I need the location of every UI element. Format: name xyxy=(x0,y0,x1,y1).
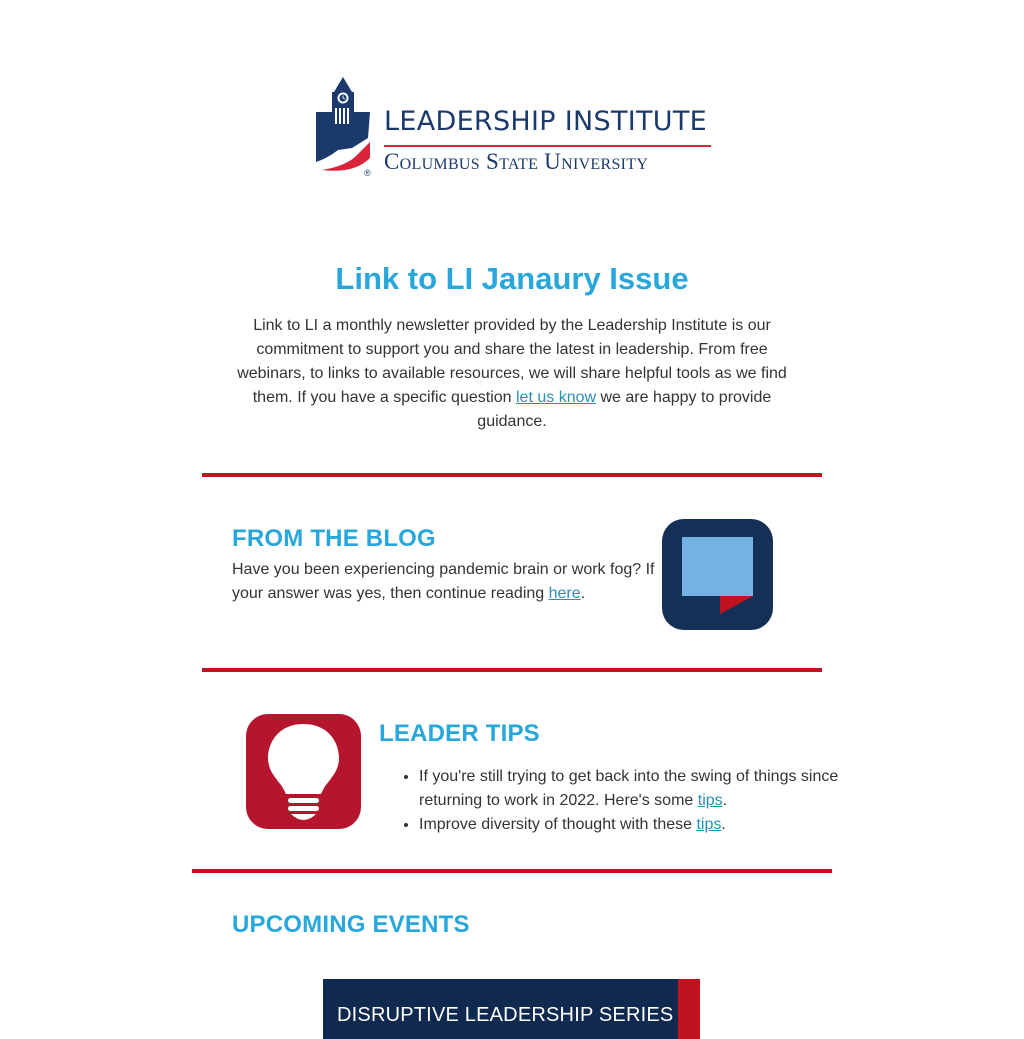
lightbulb-icon xyxy=(246,714,361,829)
logo-line-2: Columbus State University xyxy=(384,149,649,174)
tip-suffix: . xyxy=(721,816,726,833)
tips-link[interactable]: tips xyxy=(696,816,722,833)
intro-text: Link to LI a monthly newsletter provided by the Leadership Institute is our commitment to support you and share the latest in leadership. From free webinars, to links to available resources, we will share helpful tools as we find them. If you have a specific question xyxy=(237,317,787,406)
tips-link[interactable]: tips xyxy=(697,792,723,809)
logo-divider xyxy=(384,145,711,147)
tip-suffix: . xyxy=(722,792,728,809)
banner-stripe xyxy=(678,979,700,1039)
let-us-know-link[interactable]: let us know xyxy=(516,389,597,406)
section-divider xyxy=(202,668,822,672)
intro-paragraph xyxy=(230,314,794,434)
tip-text: If you're still trying to get back into the swing of things since returning to work in 2022. Here's some xyxy=(419,768,839,809)
issue-title: Link to LI Janaury Issue xyxy=(335,261,689,296)
clock-tower-icon xyxy=(312,74,382,182)
blog-here-link[interactable]: here xyxy=(548,585,581,602)
intro-text-end: we are happy to provide guidance. xyxy=(477,389,772,430)
blog-text-end: . xyxy=(580,585,586,602)
registered-mark: ® xyxy=(364,168,371,178)
leadership-institute-logo xyxy=(312,74,716,182)
tip-text: Improve diversity of thought with these xyxy=(419,816,697,833)
event-banner[interactable] xyxy=(323,979,700,1039)
upcoming-events-heading: UPCOMING EVENTS xyxy=(232,911,470,938)
section-divider xyxy=(202,473,822,477)
leader-tips-heading: LEADER TIPS xyxy=(379,720,540,747)
blog-heading: FROM THE BLOG xyxy=(232,525,436,552)
list-item xyxy=(419,765,859,813)
blog-text: Have you been experiencing pandemic brain or work fog? If your answer was yes, then continue reading xyxy=(232,561,655,602)
list-item xyxy=(419,813,859,837)
event-banner-title: DISRUPTIVE LEADERSHIP SERIES xyxy=(337,1004,674,1026)
chat-bubble-icon xyxy=(662,519,773,630)
blog-paragraph xyxy=(232,558,662,606)
tips-list xyxy=(379,765,859,837)
logo-line-1: LEADERSHIP INSTITUTE xyxy=(384,106,708,137)
section-divider xyxy=(192,869,832,873)
